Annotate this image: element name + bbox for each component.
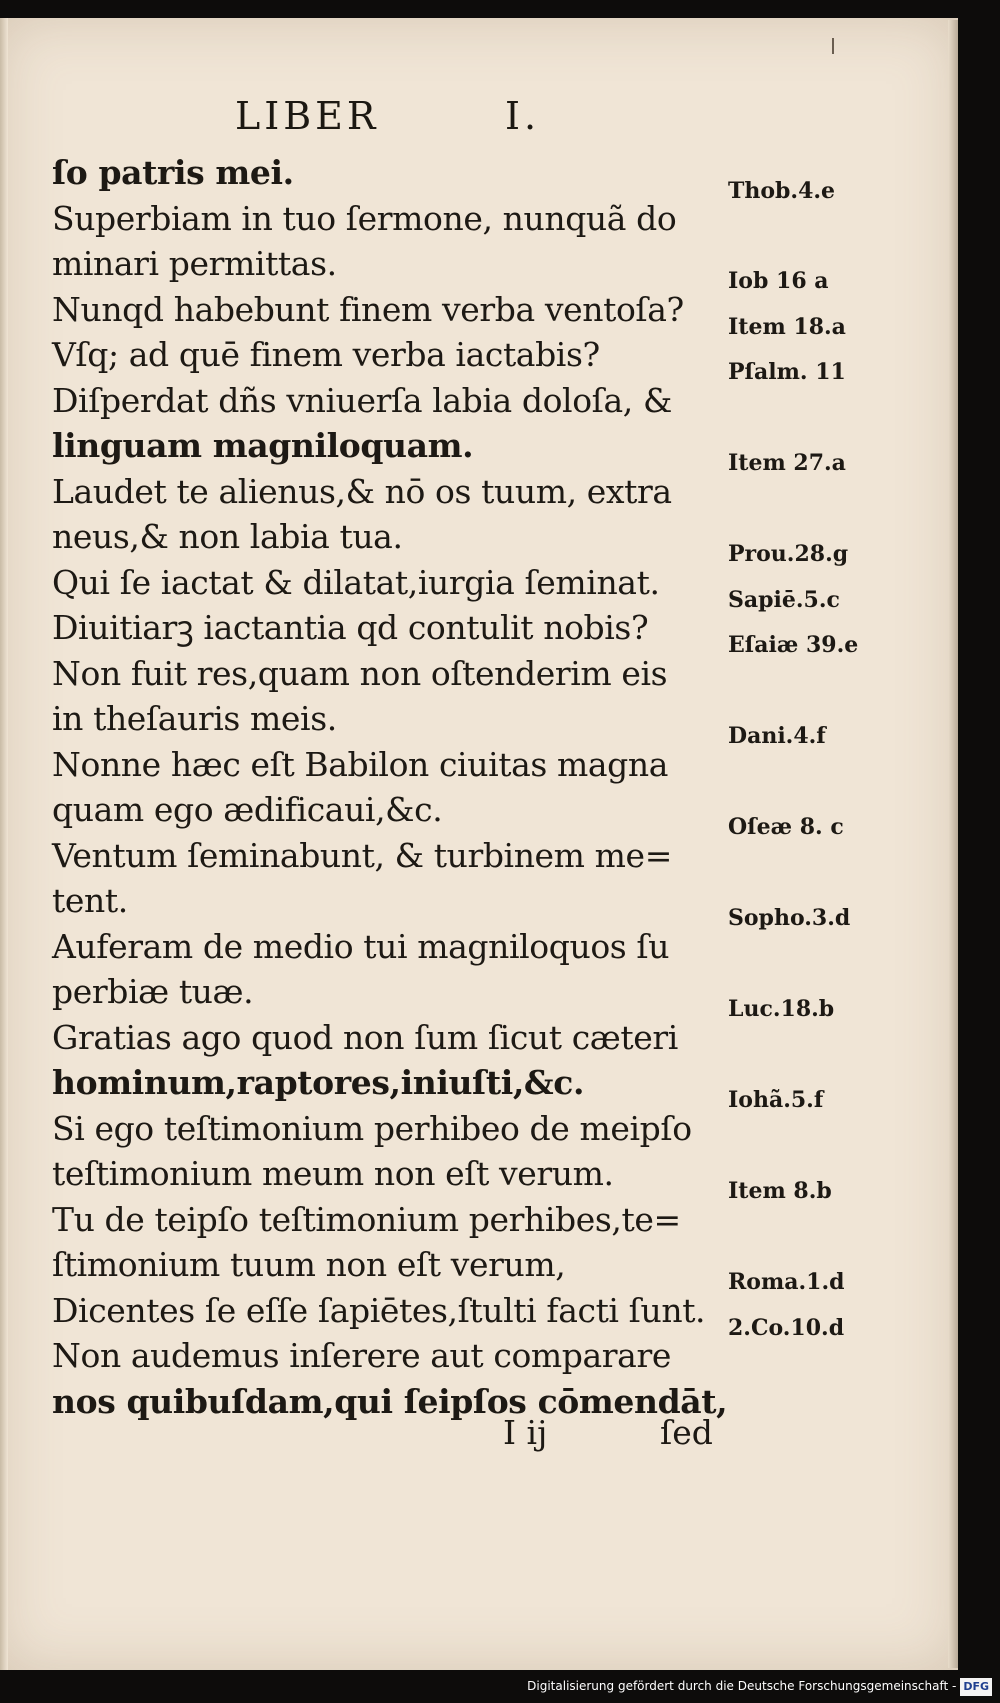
running-head-title: LIBER xyxy=(235,94,380,138)
text-line: tent. xyxy=(52,881,128,920)
text-line: Ventum ſeminabunt, & turbinem me= xyxy=(52,835,672,875)
text-line: neus,& non labia tua. xyxy=(52,517,403,556)
text-line: Dicentes ſe eſſe ſapiētes,ſtulti facti ſunt. xyxy=(52,1290,706,1330)
marginal-ref: Sopho.3.d xyxy=(728,905,851,931)
marginal-ref: Item 27.a xyxy=(728,450,846,476)
text-line: Vſq; ad quē finem verba iactabis? xyxy=(52,335,600,374)
page-left-edge xyxy=(0,18,8,1670)
page-mark xyxy=(832,38,834,54)
text-line: ſtimonium tuum non eſt verum, xyxy=(52,1245,566,1284)
marginal-ref: Item 8.b xyxy=(728,1178,832,1204)
marginal-ref: Item 18.a xyxy=(728,314,846,340)
running-head-number: I. xyxy=(505,94,541,138)
text-line: hominum,raptores,iniuſti,&c. xyxy=(52,1063,585,1102)
text-line: ſo patris mei. xyxy=(52,153,294,192)
marginal-ref: Oſeæ 8. c xyxy=(728,814,844,840)
marginal-ref: Roma.1.d xyxy=(728,1269,845,1295)
text-line: Nonne hæc eſt Babilon ciuitas magna xyxy=(52,744,668,784)
text-line: Qui ſe iactat & dilatat,iurgia ſeminat. xyxy=(52,562,660,602)
text-line: nos quibuſdam,qui ſeipſos cōmendāt, xyxy=(52,1381,728,1421)
text-line: Laudet te alienus,& nō os tuum, extra xyxy=(52,471,672,511)
text-line: Non fuit res,quam non oſtenderim eis xyxy=(52,653,668,693)
text-line: teſtimonium meum non eſt verum. xyxy=(52,1154,614,1193)
text-line: Auferam de medio tui magniloquos ſu xyxy=(52,926,670,966)
text-line: Superbiam in tuo ſermone, nunquã do xyxy=(52,198,677,238)
text-line: in theſauris meis. xyxy=(52,699,337,738)
running-head xyxy=(235,94,675,144)
text-line: Non audemus inſerere aut comparare xyxy=(52,1336,671,1375)
marginal-ref: Dani.4.f xyxy=(728,723,826,749)
text-line: Tu de teipſo teſtimonium perhibes,te= xyxy=(52,1199,681,1239)
text-line: Diuitiarꝫ iactantia qd contulit nobis? xyxy=(52,608,649,647)
text-block xyxy=(52,150,732,1424)
catchword: ſed xyxy=(660,1413,713,1452)
marginal-ref: Luc.18.b xyxy=(728,996,835,1022)
page-right-edge xyxy=(948,20,958,1668)
credit-text: Digitalisierung gefördert durch die Deutsche Forschungsgemeinschaft - xyxy=(527,1679,957,1693)
text-line: minari permittas. xyxy=(52,244,337,283)
text-line: Gratias ago quod non ſum ſicut cæteri xyxy=(52,1017,678,1057)
text-line: quam ego ædificaui,&c. xyxy=(52,790,443,829)
text-line: Nunqd habebunt finem verba ventoſa? xyxy=(52,289,684,329)
marginal-ref: Iohã.5.f xyxy=(728,1087,824,1113)
text-line: linguam magniloquam. xyxy=(52,426,474,465)
text-line: Si ego teſtimonium perhibeo de meipſo xyxy=(52,1108,692,1148)
marginal-ref: Prou.28.g xyxy=(728,541,849,567)
signature-mark: I ij xyxy=(503,1413,548,1452)
marginal-ref: Iob 16 a xyxy=(728,268,829,294)
digitization-credit xyxy=(527,1677,992,1695)
text-line: perbiæ tuæ. xyxy=(52,972,254,1011)
marginal-ref: Eſaiæ 39.e xyxy=(728,632,859,658)
marginal-ref: Thob.4.e xyxy=(728,178,836,204)
dfg-logo: DFG xyxy=(960,1678,992,1696)
marginal-ref: 2.Co.10.d xyxy=(728,1315,845,1341)
text-line: Diſperdat dñs vniuerſa labia doloſa, & xyxy=(52,380,672,420)
marginal-ref: Sapiē.5.c xyxy=(728,587,840,613)
marginal-ref: Pſalm. 11 xyxy=(728,359,846,385)
